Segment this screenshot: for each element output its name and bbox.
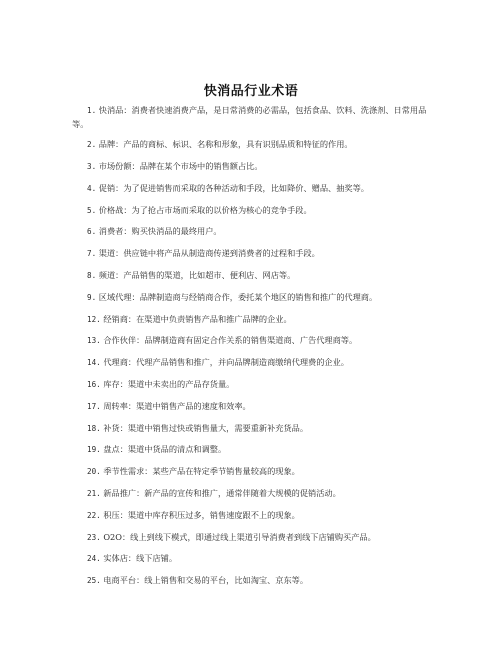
- term-number: 14.: [87, 358, 101, 368]
- term-item: [72, 531, 434, 545]
- term-number: 19.: [87, 445, 101, 455]
- term-item: [72, 104, 434, 130]
- term-item: [72, 334, 434, 348]
- term-number: 12.: [87, 314, 101, 324]
- term-number: 25.: [87, 576, 101, 586]
- term-number: 17.: [87, 401, 101, 411]
- term-item: [72, 378, 434, 392]
- term-number: 4.: [87, 183, 97, 193]
- term-number: 9.: [87, 292, 97, 302]
- term-number: 20.: [87, 467, 101, 477]
- term-item: [72, 291, 434, 305]
- term-number: 8.: [87, 271, 97, 281]
- term-text: 库存：渠道中未卖出的产品存货量。: [103, 379, 235, 390]
- term-item: [72, 487, 434, 501]
- term-text: 代理商：代理产品销售和推广，并向品牌制造商缴纳代理费的企业。: [103, 357, 349, 368]
- term-item: [72, 356, 434, 370]
- term-text: 促销：为了促进销售而采取的各种活动和手段，比如降价、赠品、抽奖等。: [98, 182, 369, 193]
- term-text: 积压：渠道中库存积压过多，销售速度跟不上的现象。: [103, 509, 300, 520]
- term-number: 24.: [87, 554, 101, 564]
- term-item: [72, 182, 434, 196]
- term-text: 电商平台：线上销售和交易的平台，比如淘宝、京东等。: [103, 575, 309, 586]
- term-item: [72, 247, 434, 261]
- term-text: 市场份额：品牌在某个市场中的销售额占比。: [98, 161, 263, 172]
- term-item: [72, 422, 434, 436]
- term-text: 季节性需求：某些产品在特定季节销售量较高的现象。: [103, 466, 300, 477]
- term-text: 实体店：线下店铺。: [103, 553, 178, 564]
- term-number: 22.: [87, 510, 101, 520]
- term-item: [72, 313, 434, 327]
- term-item: [72, 552, 434, 566]
- term-text: 渠道：供应链中将产品从制造商传递到消费者的过程和手段。: [98, 248, 320, 259]
- terms-list: [72, 104, 434, 596]
- term-item: [72, 509, 434, 523]
- term-item: [72, 204, 434, 218]
- term-number: 21.: [87, 489, 101, 499]
- term-item: [72, 574, 434, 588]
- term-item: [72, 400, 434, 414]
- term-number: 5.: [87, 205, 97, 215]
- term-text: O2O：线上到线下模式，即通过线上渠道引导消费者到线下店铺购买产品。: [103, 531, 376, 542]
- term-text: 区域代理：品牌制造商与经销商合作，委托某个地区的销售和推广的代理商。: [98, 291, 378, 302]
- term-item: [72, 465, 434, 479]
- term-number: 1.: [87, 106, 97, 115]
- term-number: 13.: [87, 336, 101, 346]
- term-text: 价格战：为了抢占市场而采取的以价格为核心的竞争手段。: [98, 204, 312, 215]
- term-number: 7.: [87, 249, 97, 259]
- term-number: 6.: [87, 227, 97, 237]
- term-item: [72, 443, 434, 457]
- term-text: 频道：产品销售的渠道，比如超市、便利店、网店等。: [98, 270, 296, 281]
- term-item: [72, 269, 434, 283]
- term-text: 合作伙伴：品牌制造商有固定合作关系的销售渠道商、广告代理商等。: [103, 335, 358, 346]
- term-text: 盘点：渠道中货品的清点和调整。: [103, 444, 227, 455]
- term-number: 23.: [87, 532, 101, 542]
- term-item: [72, 160, 434, 174]
- document-title: 快消品行业术语: [203, 84, 299, 99]
- term-item: [72, 138, 434, 152]
- term-text: 品牌：产品的商标、标识、名称和形象，具有识别品质和特征的作用。: [98, 139, 353, 150]
- term-text: 消费者：购买快消品的最终用户。: [98, 226, 222, 237]
- term-item: [72, 225, 434, 239]
- term-text: 经销商：在渠道中负责销售产品和推广品牌的企业。: [103, 313, 292, 324]
- term-text: 补货：渠道中销售过快或销售量大，需要重新补充货品。: [103, 422, 309, 433]
- term-text: 快消品：消费者快速消费产品，是日常消费的必需品，包括食品、饮料、洗涤剂、日常用品等。: [72, 105, 427, 129]
- term-text: 新品推广：新产品的宣传和推广，通常伴随着大规模的促销活动。: [103, 488, 341, 499]
- term-text: 周转率：渠道中销售产品的速度和效率。: [103, 400, 251, 411]
- term-number: 2.: [87, 140, 97, 150]
- term-number: 3.: [87, 162, 97, 172]
- term-number: 16.: [87, 380, 101, 390]
- term-number: 18.: [87, 423, 101, 433]
